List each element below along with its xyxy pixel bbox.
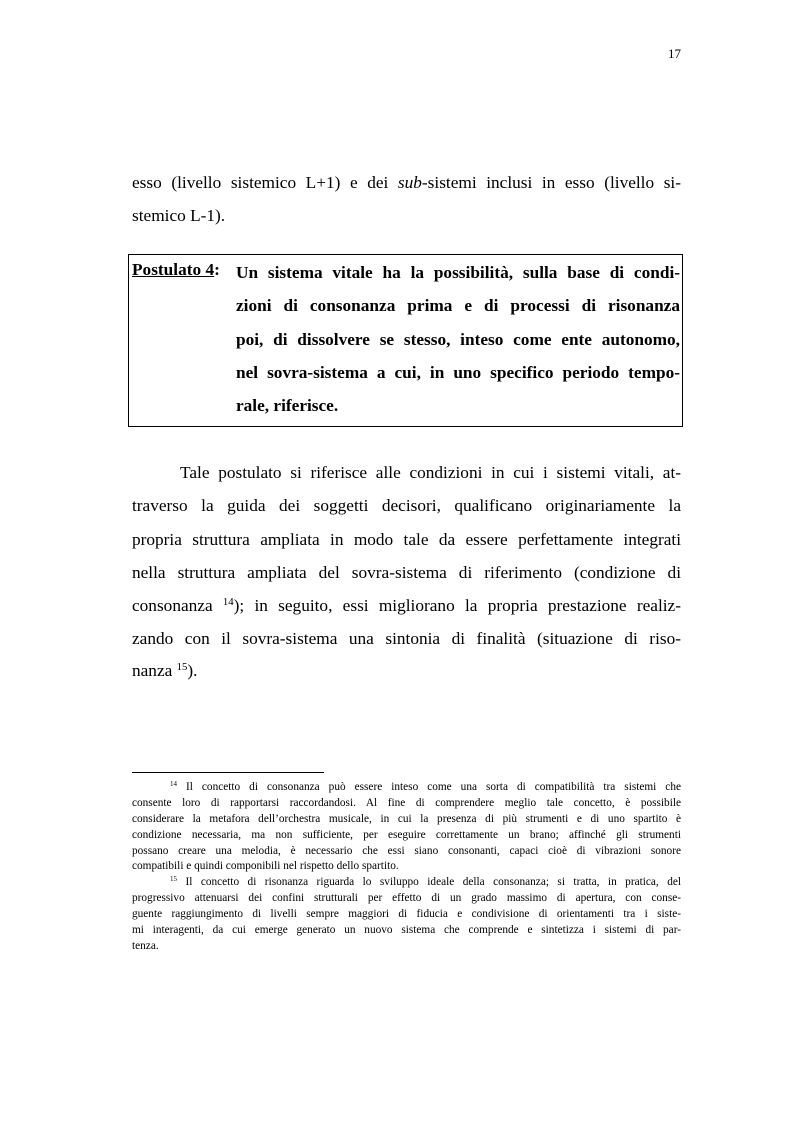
- body-line-2: traverso la guida dei soggetti decisori, qualificano originariamente la: [132, 496, 681, 515]
- intro-line-2: stemico L-1).: [132, 206, 226, 225]
- footnote-divider: [132, 772, 324, 773]
- footnote-ref-15: 15: [176, 661, 188, 674]
- postulate-line-5: rale, riferisce.: [236, 396, 339, 415]
- page-number: 17: [668, 46, 681, 61]
- footnote-15-line-2: progressivo attenuarsi dei confini strutturali per effetto di un grado massimo di apertura, con conse-: [132, 892, 681, 904]
- body-line-6: zando con il sovra-sistema una sintonia di finalità (situazione di riso-: [132, 629, 681, 648]
- footnote-marker-14: 14: [170, 780, 177, 789]
- body-line-3: propria struttura ampliata in modo tale da essere perfettamente integrati: [132, 530, 681, 549]
- footnote-14-line-5: possano creare una melodia, è necessario che essi siano consonanti, capaci cioè di vibrazioni sonore: [132, 845, 681, 857]
- footnote-15-line-3: guente raggiungimento di livelli sempre maggiori di fiducia e condivisione di orientamenti tra i siste-: [132, 908, 681, 920]
- footnote-15-line-1: $^{15}$ Il concetto di risonanza riguarda lo sviluppo ideale della consonanza; si tratta, in pratica, del: [170, 875, 681, 888]
- footnote-marker-15: 15: [170, 875, 177, 884]
- body-line-7: nanza $^{15}$).: [132, 661, 198, 680]
- footnote-15-line-4: mi interagenti, da cui emerge generato un nuovo sistema che comprende e sintetizza i sistemi di par-: [132, 924, 681, 936]
- footnote-14-line-3: considerare la metafora dell’orchestra musicale, in cui la presenza di più strumenti e di uno spartito è: [132, 813, 681, 825]
- sub-italic: sub: [397, 173, 422, 192]
- footnote-14-line-4: condizione necessaria, ma non sufficiente, per eseguire correttamente un brano; affinché gli strumenti: [132, 829, 681, 841]
- footnote-14-line-1: $^{14}$ Il concetto di consonanza può essere inteso come una sorta di compatibilità tra sistemi che: [170, 780, 681, 793]
- footnote-14-line-6: compatibili e quindi componibili nel rispetto dello spartito.: [132, 860, 399, 872]
- footnote-15-line-5: tenza.: [132, 940, 159, 952]
- body-line-1: Tale postulato si riferisce alle condizioni in cui i sistemi vitali, at-: [180, 463, 681, 482]
- postulate-label: Postulato 4:: [132, 260, 220, 279]
- postulate-line-2: zioni di consonanza prima e di processi di risonanza: [236, 296, 680, 315]
- postulate-line-3: poi, di dissolvere se stesso, inteso come ente autonomo,: [236, 330, 680, 349]
- postulate-line-1: Un sistema vitale ha la possibilità, sulla base di condi-: [236, 263, 680, 282]
- intro-line-1: esso (livello sistemico L+1) e dei sub-sistemi inclusi in esso (livello si-: [132, 173, 681, 192]
- footnote-14-line-2: consente loro di rapportarsi raccordandosi. Al fine di comprendere meglio tale concetto, è possibile: [132, 797, 681, 809]
- footnote-ref-14: 14: [222, 596, 234, 609]
- body-line-4: nella struttura ampliata del sovra-sistema di riferimento (condizione di: [132, 563, 681, 582]
- body-line-5: consonanza $^{14}$); in seguito, essi migliorano la propria prestazione realiz-: [132, 596, 681, 615]
- postulate-line-4: nel sovra-sistema a cui, in uno specifico periodo tempo-: [236, 363, 680, 382]
